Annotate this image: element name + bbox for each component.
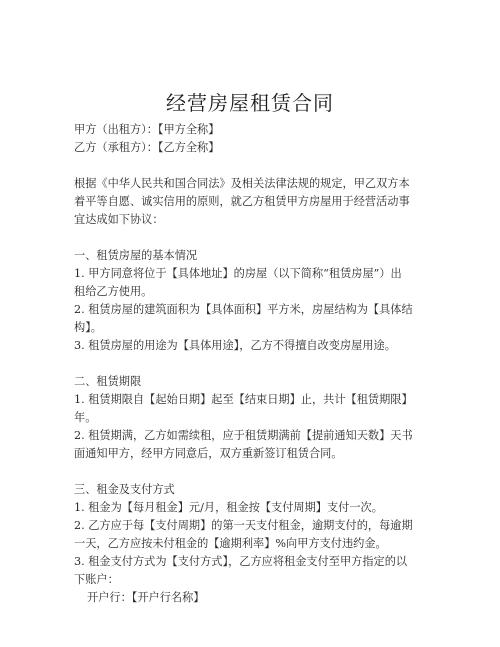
spacer	[74, 229, 428, 247]
bank-line: 开户行：【开户行名称】	[87, 591, 205, 604]
document-body	[74, 121, 428, 607]
section1-heading: 一、租赁房屋的基本情况	[74, 249, 198, 262]
section2-line: 1. 租赁期限自【起始日期】起至【结束日期】止，共计【租赁期限】	[74, 393, 413, 406]
spacer	[74, 157, 428, 175]
section3-line: 1. 租金为【每月租金】元/月，租金按【支付周期】支付一次。	[74, 501, 383, 514]
section2-line: 2. 租赁期满，乙方如需续租，应于租赁期满前【提前通知天数】天书	[74, 429, 413, 442]
preamble-line: 着平等自愿、诚实信用的原则，就乙方租赁甲方房屋用于经营活动事	[74, 195, 410, 208]
spacer	[74, 355, 428, 373]
section1-line: 1. 甲方同意将位于【具体地址】的房屋（以下简称“租赁房屋”）出	[74, 267, 402, 280]
section3-line: 一天，乙方应按未付租金的【逾期利率】%向甲方支付违约金。	[74, 537, 387, 550]
section2-line: 面通知甲方，经甲方同意后，双方重新签订租赁合同。	[74, 447, 343, 460]
preamble-line: 根据《中华人民共和国合同法》及相关法律法规的规定，甲乙双方本	[74, 177, 410, 190]
section3-line: 2. 乙方应于每【支付周期】的第一天支付租金，逾期支付的，每逾期	[74, 519, 413, 532]
lessor-line: 甲方（出租方）：【甲方全称】	[74, 123, 220, 136]
spacer	[74, 463, 428, 481]
section2-line: 年。	[74, 411, 97, 424]
section1-line: 租给乙方使用。	[74, 285, 153, 298]
section1-line: 构】。	[74, 321, 102, 334]
lessee-line: 乙方（承租方）：【乙方全称】	[74, 141, 220, 154]
preamble-line: 宜达成如下协议：	[74, 213, 164, 226]
section3-heading: 三、租金及支付方式	[74, 483, 175, 496]
section2-heading: 二、租赁期限	[74, 375, 142, 388]
document-title: 经营房屋租赁合同	[166, 91, 334, 116]
section3-line: 3. 租金支付方式为【支付方式】，乙方应将租金支付至甲方指定的以	[74, 555, 408, 568]
section1-line: 3. 租赁房屋的用途为【具体用途】，乙方不得擅自改变房屋用途。	[74, 339, 396, 352]
section1-line: 2. 租赁房屋的建筑面积为【具体面积】平方米，房屋结构为【具体结	[74, 303, 413, 316]
section3-line: 下账户：	[74, 573, 119, 586]
